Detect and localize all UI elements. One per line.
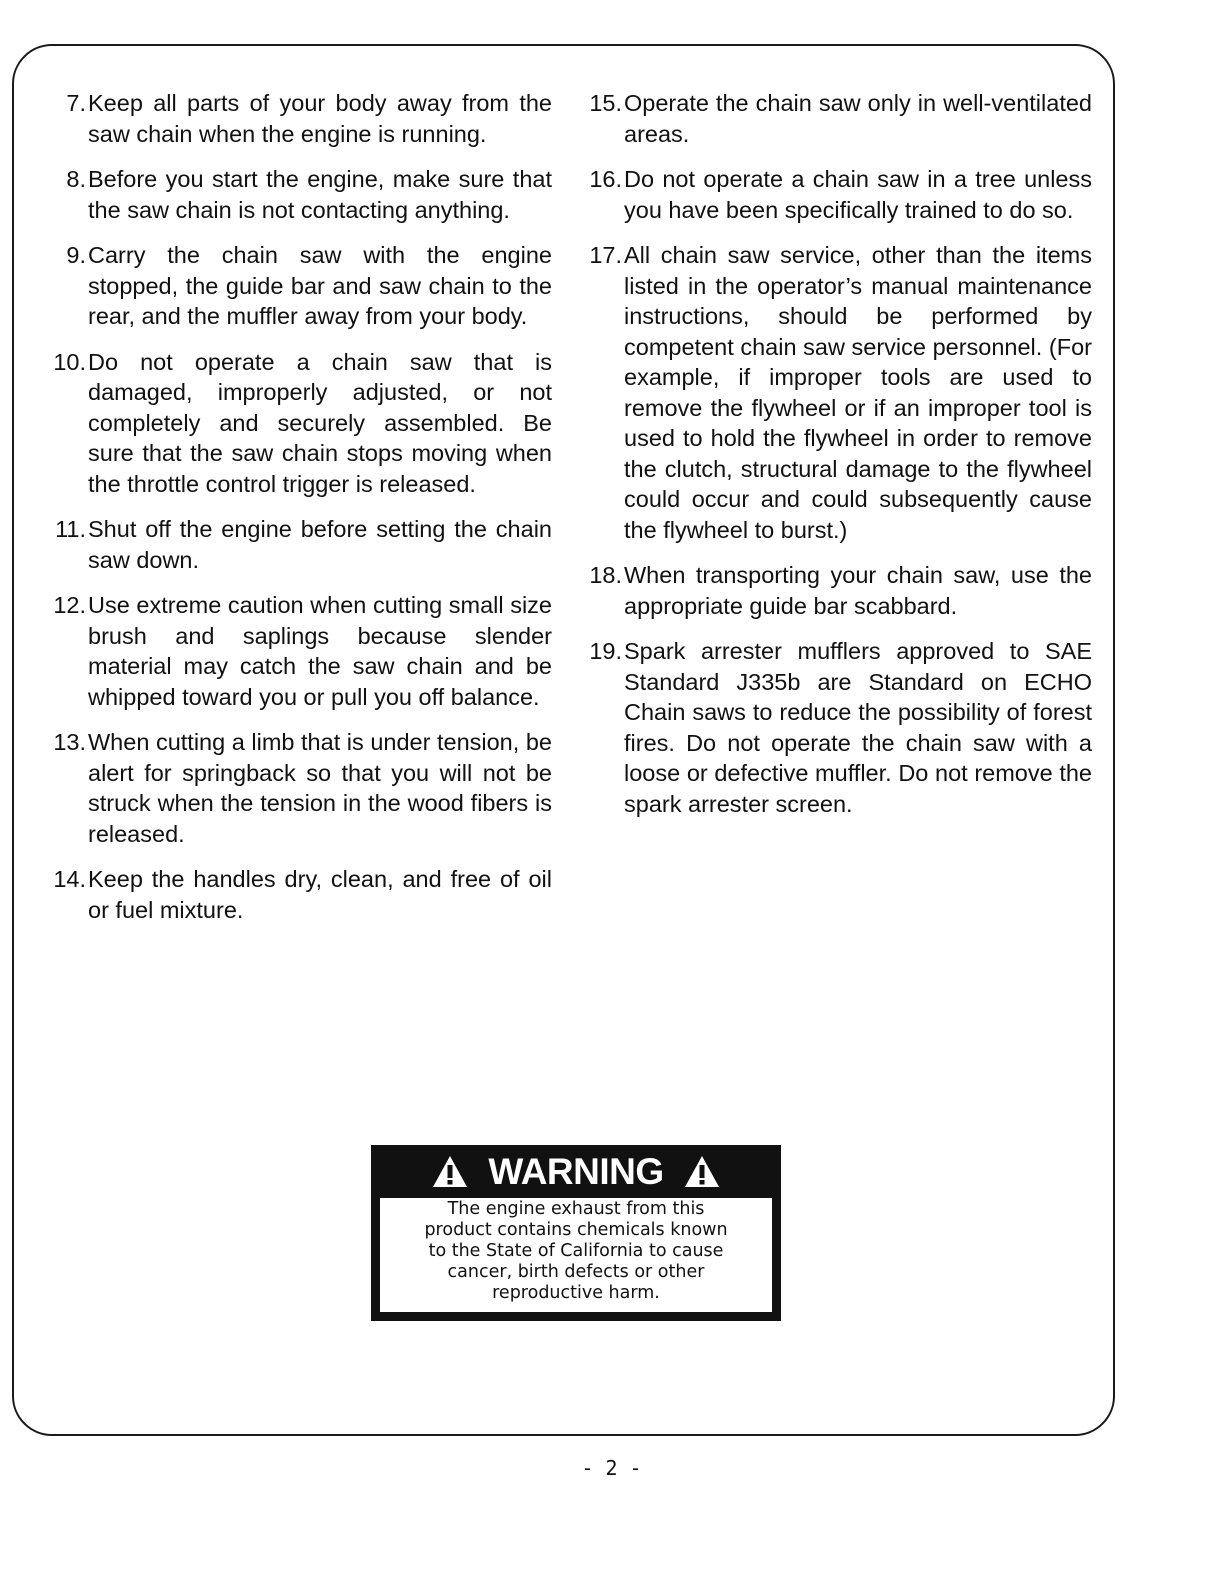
warning-line: to the State of California to cause	[428, 1241, 724, 1261]
item-text: Do not operate a chain saw in a tree unless you have been specifically trained to do so.	[624, 166, 1092, 223]
item-text: Shut off the engine before setting the chain saw down.	[88, 516, 552, 573]
warning-box	[371, 1145, 781, 1321]
list-item	[40, 164, 552, 225]
list-item	[580, 88, 1092, 149]
warning-header	[380, 1145, 772, 1198]
warning-line: The engine exhaust from this	[447, 1199, 705, 1219]
item-text: Use extreme caution when cutting small size brush and saplings because slender material may catch the saw chain and be whipped toward you or pull you off balance.	[88, 592, 552, 710]
item-text: Carry the chain saw with the engine stopped, the guide bar and saw chain to the rear, and the muffler away from your body.	[88, 242, 552, 329]
item-number: 13.	[53, 729, 86, 755]
item-text: When cutting a limb that is under tension, be alert for springback so that you will not be struck when the tension in the wood fibers is released.	[88, 729, 552, 847]
right-column	[580, 88, 1092, 834]
list-item	[580, 240, 1092, 545]
item-text: All chain saw service, other than the items listed in the operator’s manual maintenance instructions, should be performed by competent chain saw service personnel. (For example, if improper tools are used to remove the flywheel or if an improper tool is used to hold the flywheel in order to remove the clutch, structural damage to the flywheel could occur and could subsequently cause the flywheel to burst.)	[624, 242, 1092, 543]
warning-title: WARNING	[488, 1150, 664, 1192]
warning-line: cancer, birth defects or other	[447, 1262, 705, 1282]
item-number: 14.	[53, 866, 86, 892]
list-item	[40, 88, 552, 149]
item-text: Keep the handles dry, clean, and free of oil or fuel mixture.	[88, 866, 552, 923]
item-text: Do not operate a chain saw that is damaged, improperly adjusted, or not completely and securely assembled. Be sure that the saw chain stops moving when the throttle control trigger is released.	[88, 348, 552, 497]
list-item	[40, 514, 552, 575]
item-number: 18.	[589, 562, 622, 588]
warning-triangle-icon	[684, 1155, 720, 1188]
list-item	[580, 636, 1092, 819]
item-number: 17.	[589, 242, 622, 268]
page-number: - 2 -	[581, 1456, 642, 1480]
item-number: 15.	[589, 90, 622, 116]
warning-line: reproductive harm.	[492, 1283, 660, 1303]
list-item	[40, 347, 552, 500]
item-number: 19.	[589, 638, 622, 664]
item-text: Spark arrester mufflers approved to SAE Standard J335b are Standard on ECHO Chain saws to reduce the possibility of forest fires. Do not operate the chain saw with a loose or defective muffler. Do not remove the spark arrester screen.	[624, 638, 1092, 817]
item-number: 12.	[53, 592, 86, 618]
item-number: 7.	[66, 90, 86, 116]
list-item	[580, 164, 1092, 225]
item-number: 11.	[55, 516, 86, 542]
item-text: Keep all parts of your body away from the saw chain when the engine is running.	[88, 90, 552, 147]
item-text: When transporting your chain saw, use the appropriate guide bar scabbard.	[624, 562, 1092, 619]
item-number: 8.	[66, 166, 86, 192]
list-item	[40, 590, 552, 712]
warning-text	[380, 1198, 772, 1312]
warning-line: product contains chemicals known	[424, 1220, 728, 1240]
list-item	[40, 727, 552, 849]
list-item	[40, 240, 552, 332]
list-item	[40, 864, 552, 925]
left-column	[40, 88, 552, 940]
item-number: 9.	[66, 242, 86, 268]
item-number: 16.	[589, 166, 622, 192]
item-number: 10.	[53, 348, 86, 375]
item-text: Operate the chain saw only in well-ventilated areas.	[624, 90, 1092, 147]
list-item	[580, 560, 1092, 621]
warning-triangle-icon	[432, 1155, 468, 1188]
item-text: Before you start the engine, make sure that the saw chain is not contacting anything.	[88, 166, 552, 223]
